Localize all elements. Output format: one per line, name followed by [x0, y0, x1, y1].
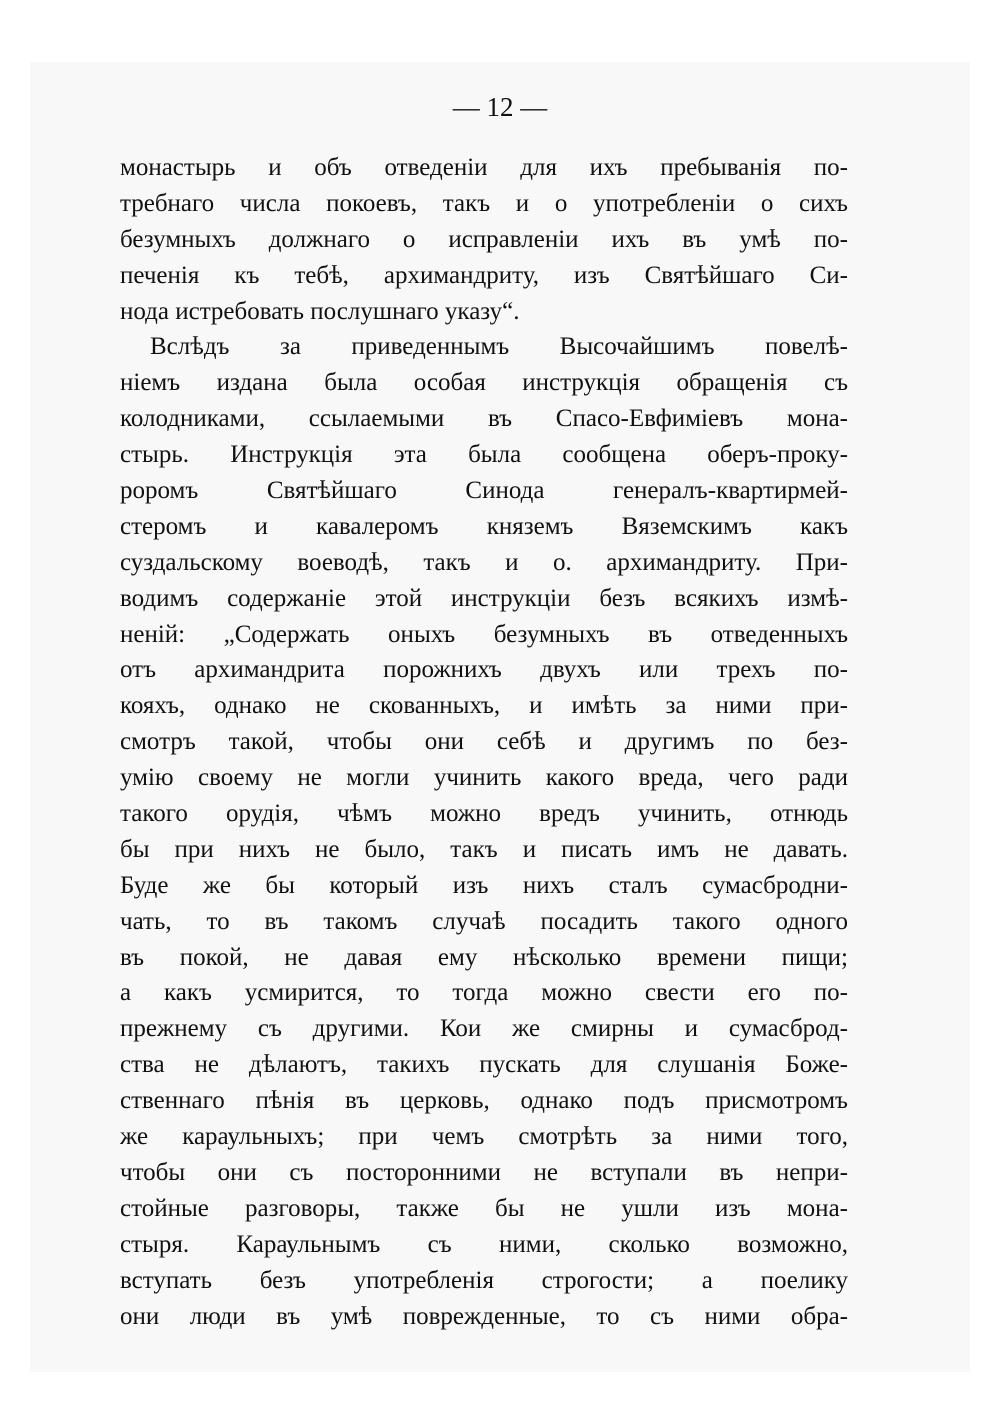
text-line: неній: „Содержать оныхъ безумныхъ въ отведенныхъ: [120, 620, 848, 648]
text-line: стеромъ и кавалеромъ княземъ Вяземскимъ какъ: [120, 512, 848, 540]
text-line: они люди въ умѣ поврежденные, то съ ними обра-: [120, 1302, 848, 1330]
text-line: суздальскому воеводѣ, такъ и о. архимандриту. При-: [120, 548, 848, 576]
page-number: — 12 —: [452, 92, 548, 122]
text-line: ніемъ издана была особая инструкція обращенія съ: [120, 369, 848, 397]
text-line: Буде же бы который изъ нихъ сталъ сумасбродни-: [120, 871, 848, 899]
text-line: въ покой, не давая ему нѣсколько времени пищи;: [120, 943, 848, 971]
text-line: отъ архимандрита порожнихъ двухъ или трехъ по-: [120, 656, 848, 684]
text-line: ственнаго пѣнія въ церковь, однако подъ присмотромъ: [120, 1087, 848, 1115]
text-line: стойные разговоры, также бы не ушли изъ мона-: [120, 1194, 848, 1222]
text-line: безумныхъ должнаго о исправленіи ихъ въ умѣ по-: [120, 225, 848, 253]
text-line: ства не дѣлаютъ, такихъ пускать для слушанія Боже-: [120, 1051, 848, 1079]
text-line: водимъ содержаніе этой инструкціи безъ всякихъ измѣ-: [120, 584, 848, 612]
text-line: бы при нихъ не было, такъ и писать имъ не давать.: [120, 835, 848, 863]
text-line: же караульныхъ; при чемъ смотрѣть за ними того,: [120, 1123, 848, 1151]
text-line: прежнему съ другими. Кои же смирны и сумасброд-: [120, 1015, 848, 1043]
text-line: кояхъ, однако не скованныхъ, и имѣть за ними при-: [120, 692, 848, 720]
text-line: умію своему не могли учинить какого вреда, чего ради: [120, 764, 848, 792]
text-line: роромъ Святѣйшаго Синода генералъ-квартирмей-: [120, 477, 848, 505]
text-line: стырь. Инструкція эта была сообщена оберъ-проку-: [120, 441, 848, 469]
page-body: [120, 150, 848, 1334]
text-line: нода истребовать послушнаго указу“.: [120, 297, 520, 325]
text-line: такого орудія, чѣмъ можно вредъ учинить, отнюдь: [120, 800, 848, 828]
text-line: чтобы они съ посторонними не вступали въ непри-: [120, 1158, 848, 1186]
text-line: Вслѣдъ за приведеннымъ Высочайшимъ повелѣ-: [150, 333, 848, 361]
text-line: смотръ такой, чтобы они себѣ и другимъ по без-: [120, 728, 848, 756]
text-line: монастырь и объ отведеніи для ихъ пребыванія по-: [120, 154, 848, 181]
text-line: колодниками, ссылаемыми въ Спасо-Евфиміевъ мона-: [120, 405, 848, 433]
text-line: требнаго числа покоевъ, такъ и о употребленіи о сихъ: [120, 189, 848, 217]
text-line: стыря. Караульнымъ съ ними, сколько возможно,: [120, 1230, 848, 1258]
text-line: а какъ усмирится, то тогда можно свести его по-: [120, 979, 848, 1007]
text-line: печенія къ тебѣ, архимандриту, изъ Святѣйшаго Си-: [120, 261, 848, 289]
text-line: вступать безъ употребленія строгости; а поелику: [120, 1266, 848, 1294]
text-line: чать, то въ такомъ случаѣ посадить такого одного: [120, 907, 848, 935]
